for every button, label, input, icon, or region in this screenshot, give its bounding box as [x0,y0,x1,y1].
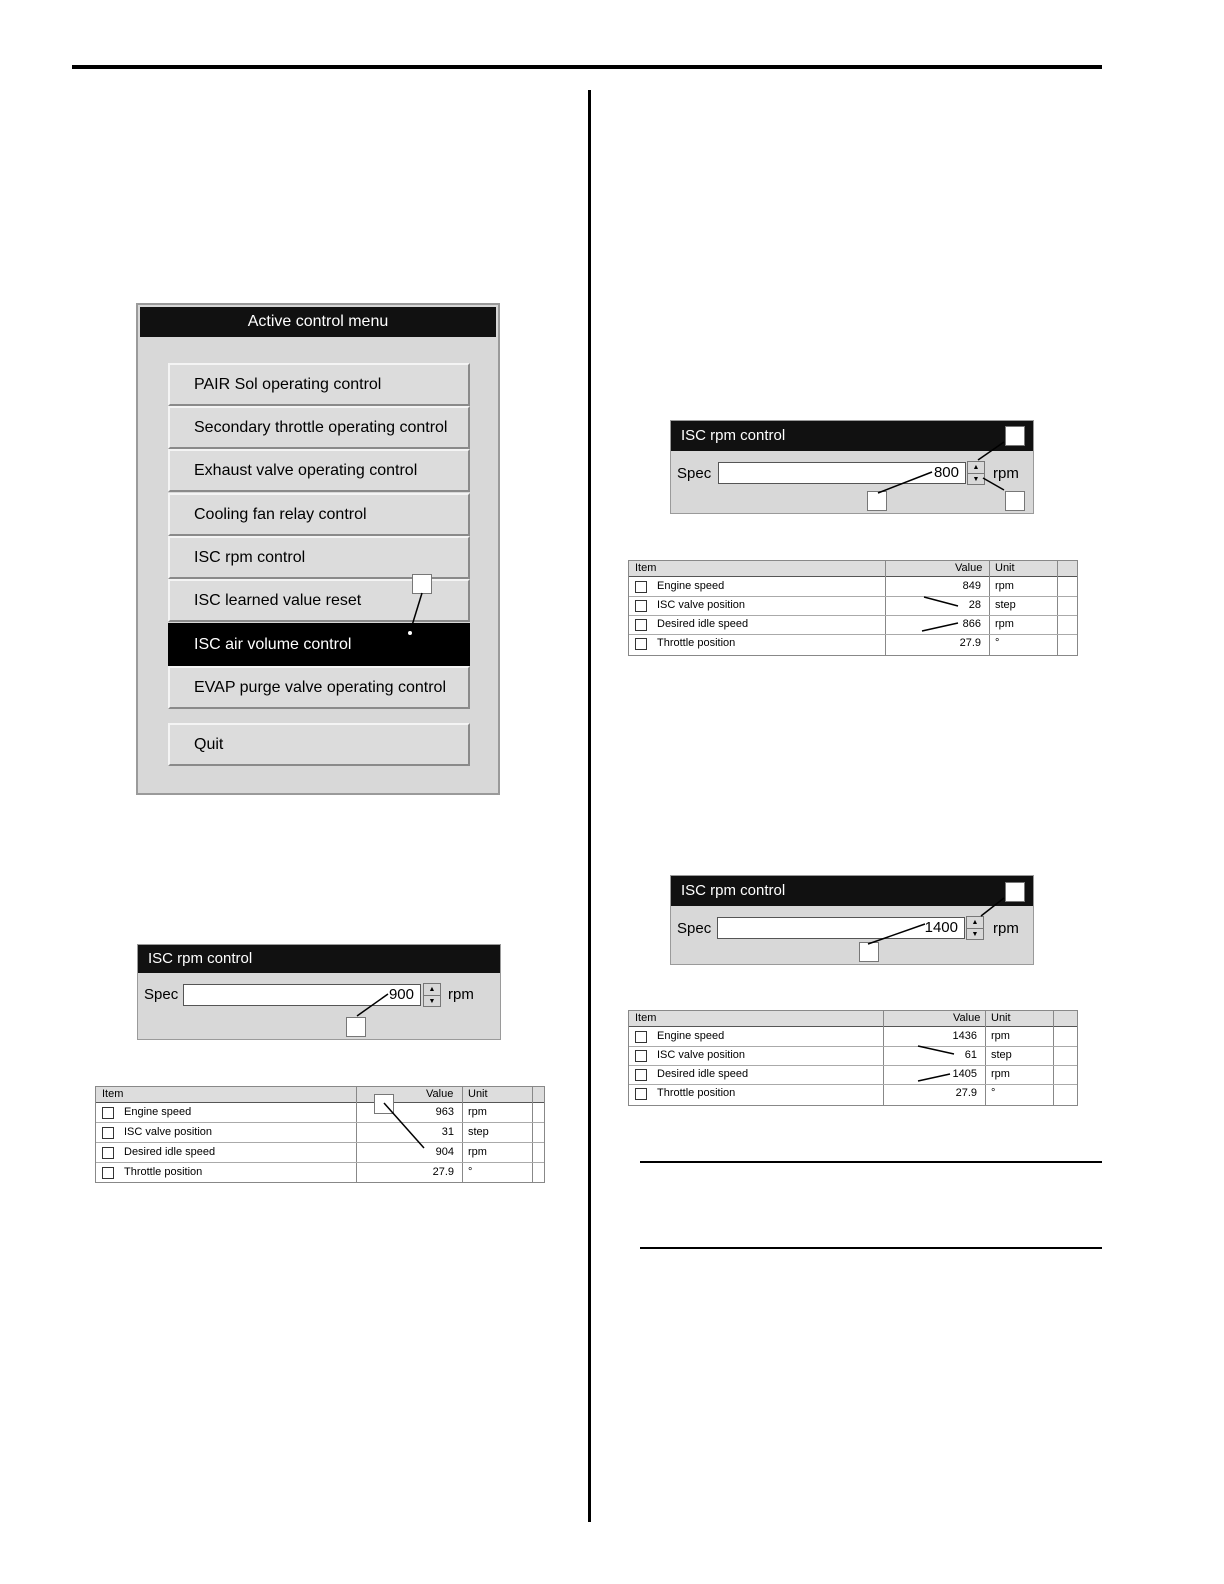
dialog-title: ISC rpm control [138,945,500,973]
spinner-down-icon[interactable]: ▼ [428,998,436,1005]
spec-unit: rpm [993,465,1019,482]
spec-label: Spec [677,465,712,482]
header-value: Value [953,1012,981,1024]
dialog-title: ISC rpm control [671,421,1033,451]
spec-input[interactable]: 1400 [717,917,965,939]
row-item: ISC valve position [124,1126,213,1138]
row-value: 27.9 [959,637,981,649]
quit-button[interactable]: Quit [168,723,470,766]
row-value: 849 [962,580,981,592]
row-item: Throttle position [657,1087,736,1099]
spinner-up-icon[interactable]: ▲ [967,917,983,929]
row-unit: rpm [468,1106,487,1118]
menu-item-evap-purge[interactable]: EVAP purge valve operating control [168,666,470,709]
menu-item-secondary-throttle[interactable]: Secondary throttle operating control [168,406,470,449]
spinner-up-icon[interactable]: ▲ [968,462,984,474]
spec-label: Spec [677,920,712,937]
row-value: 61 [964,1049,977,1061]
row-unit: step [468,1126,489,1138]
header-unit: Unit [991,1012,1011,1024]
menu-item-isc-learned-reset[interactable]: ISC learned value reset [168,579,470,622]
header-value: Value [955,562,983,574]
row-value: 1436 [952,1030,977,1042]
row-unit: ° [468,1166,473,1178]
row-value: 866 [962,618,981,630]
row-unit: step [995,599,1016,611]
row-item: ISC valve position [657,599,746,611]
spec-input[interactable]: 800 [718,462,966,484]
row-unit: ° [991,1087,996,1099]
row-unit: rpm [995,618,1014,630]
row-unit: ° [995,637,1000,649]
row-value: 27.9 [432,1166,454,1178]
row-item: Desired idle speed [657,1068,749,1080]
spec-unit: rpm [993,920,1019,937]
menu-item-isc-air-volume[interactable]: ISC air volume control [168,623,470,666]
header-unit: Unit [468,1088,488,1100]
row-unit: rpm [995,580,1014,592]
row-item: Throttle position [124,1166,203,1178]
row-item: Desired idle speed [657,618,749,630]
row-item: Engine speed [657,580,725,592]
row-unit: rpm [468,1146,487,1158]
menu-item-isc-rpm[interactable]: ISC rpm control [168,536,470,579]
spec-input[interactable]: 900 [183,984,421,1006]
header-item: Item [635,1012,657,1024]
row-unit: rpm [991,1068,1010,1080]
row-item: ISC valve position [657,1049,746,1061]
menu-title: Active control menu [140,307,496,337]
row-unit: rpm [991,1030,1010,1042]
row-value: 1405 [952,1068,977,1080]
dialog-title: ISC rpm control [671,876,1033,906]
spec-unit: rpm [448,986,474,1003]
spinner-down-icon[interactable]: ▼ [972,476,980,483]
header-item: Item [102,1088,124,1100]
row-value: 27.9 [955,1087,977,1099]
spinner-down-icon[interactable]: ▼ [971,931,979,938]
row-unit: step [991,1049,1012,1061]
spec-label: Spec [144,986,179,1003]
menu-item-pair-sol[interactable]: PAIR Sol operating control [168,363,470,406]
row-item: Desired idle speed [124,1146,216,1158]
menu-item-cooling-fan[interactable]: Cooling fan relay control [168,493,470,536]
row-value: 963 [435,1106,454,1118]
row-item: Engine speed [124,1106,192,1118]
row-item: Engine speed [657,1030,725,1042]
row-item: Throttle position [657,637,736,649]
row-value: 31 [441,1126,454,1138]
header-unit: Unit [995,562,1015,574]
header-value: Value [426,1088,454,1100]
menu-item-exhaust-valve[interactable]: Exhaust valve operating control [168,449,470,492]
header-item: Item [635,562,657,574]
row-value: 904 [435,1146,454,1158]
spinner-up-icon[interactable]: ▲ [424,984,440,996]
row-value: 28 [968,599,981,611]
